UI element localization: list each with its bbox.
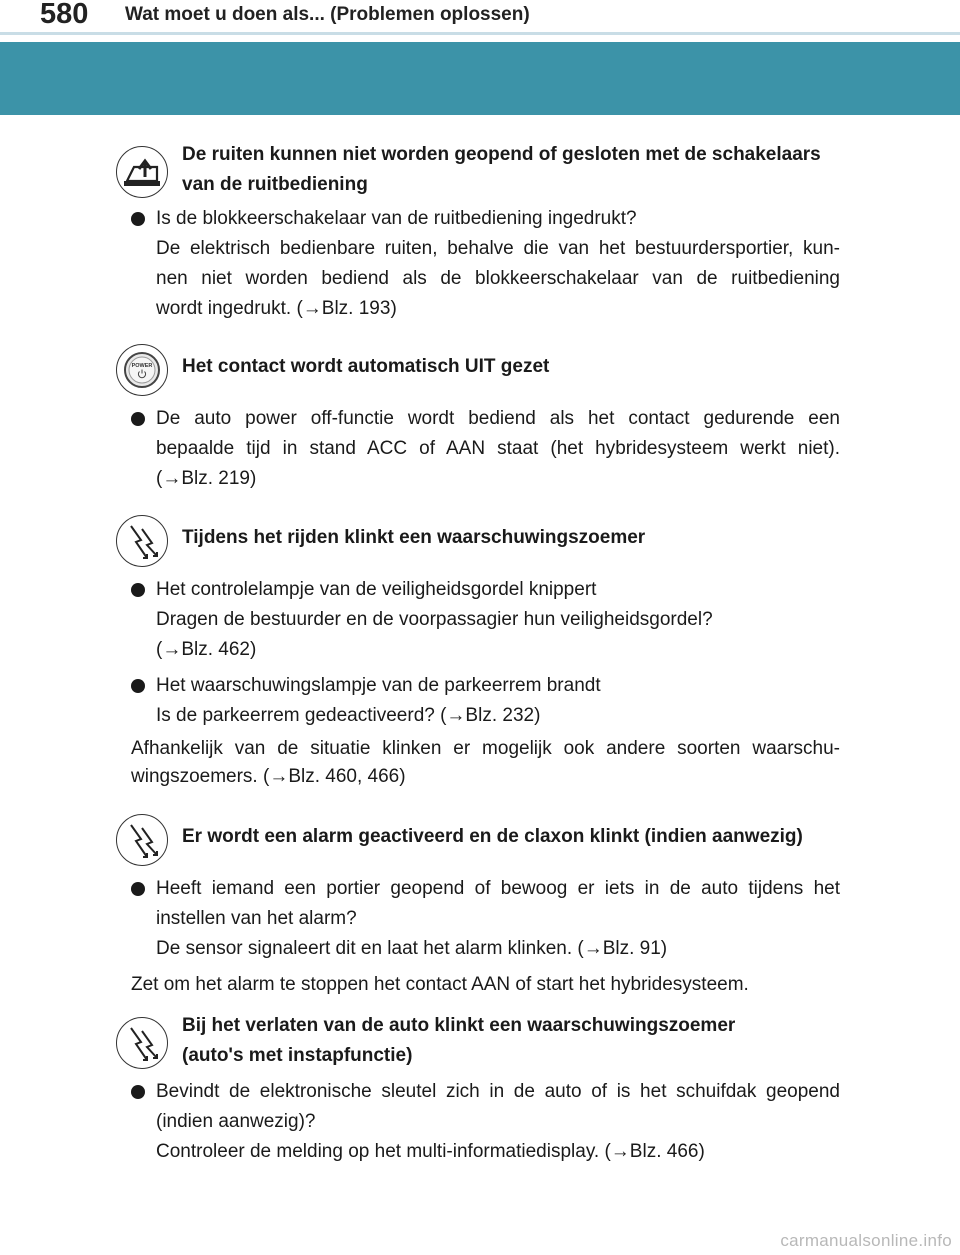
window-switch-icon bbox=[116, 146, 168, 198]
section-heading-driving-buzzer: Tijdens het rijden klinkt een waarschuwingszoemer bbox=[182, 527, 646, 548]
section-heading-windows: De ruiten kunnen niet worden geopend of gesloten met de schakelaars van de ruitbediening bbox=[182, 144, 821, 195]
bullet bbox=[131, 679, 145, 693]
section-text-parking-brake: Het waarschuwingslampje van de parkeerrem brandt Is de parkeerrem gedeactiveerd? (→Blz. 232) bbox=[156, 675, 601, 726]
bullet bbox=[131, 1085, 145, 1099]
section-text-seatbelt: Het controlelampje van de veiligheidsgordel knippert Dragen de bestuurder en de voorpassagier hun veiligheidsgordel? (→Blz. 462) bbox=[156, 579, 713, 660]
watermark: carmanualsonline.info bbox=[780, 1231, 952, 1250]
section-text-alarm: Heeft iemand een portier geopend of bewoog er iets in de auto tijdens het instellen van het alarm? De sensor signaleert dit en laat het alarm klinken. (→Blz. 91) bbox=[156, 878, 840, 959]
warning-buzzer-icon bbox=[116, 1017, 168, 1069]
header-divider bbox=[0, 32, 960, 35]
page-number: 580 bbox=[40, 0, 89, 30]
section-note-stop-alarm: Zet om het alarm te stoppen het contact AAN of start het hybridesysteem. bbox=[131, 974, 749, 995]
bullet bbox=[131, 412, 145, 426]
warning-buzzer-icon bbox=[116, 515, 168, 567]
bullet bbox=[131, 882, 145, 896]
section-heading-alarm: Er wordt een alarm geactiveerd en de claxon klinkt (indien aanwezig) bbox=[182, 826, 803, 847]
section-note-other-buzzers: Afhankelijk van de situatie klinken er mogelijk ook andere soorten waarschu- wingszoemers. (→Blz. 460, 466) bbox=[131, 738, 840, 787]
page-title: Wat moet u doen als... (Problemen oplossen) bbox=[125, 4, 530, 25]
power-button-icon bbox=[116, 344, 168, 396]
header-band bbox=[0, 42, 960, 115]
warning-buzzer-icon bbox=[116, 814, 168, 866]
bullet bbox=[131, 583, 145, 597]
section-text-leaving-vehicle: Bevindt de elektronische sleutel zich in de auto of is het schuifdak geopend (indien aanwezig)? Controleer de melding op het multi-informatiedisplay. (→Blz. 466) bbox=[156, 1081, 840, 1162]
section-text-windows: Is de blokkeerschakelaar van de ruitbediening ingedrukt? De elektrisch bedienbare ruiten, behalve die van het bestuurdersportier, kun- nen niet worden bediend als de blokkeerschakelaar van de ruitbediening wordt ingedrukt. (→Blz. 193) bbox=[156, 208, 840, 319]
section-heading-power: Het contact wordt automatisch UIT gezet bbox=[182, 356, 550, 377]
bullet bbox=[131, 212, 145, 226]
page-header bbox=[0, 0, 960, 34]
section-text-power: De auto power off-functie wordt bediend als het contact gedurende een bepaalde tijd in stand ACC of AAN staat (het hybridesysteem werkt niet). (→Blz. 219) bbox=[156, 408, 840, 489]
section-heading-leaving-vehicle: Bij het verlaten van de auto klinkt een waarschuwingszoemer (auto's met instapfunctie) bbox=[182, 1015, 736, 1066]
svg-text:POWER: POWER bbox=[131, 363, 153, 369]
